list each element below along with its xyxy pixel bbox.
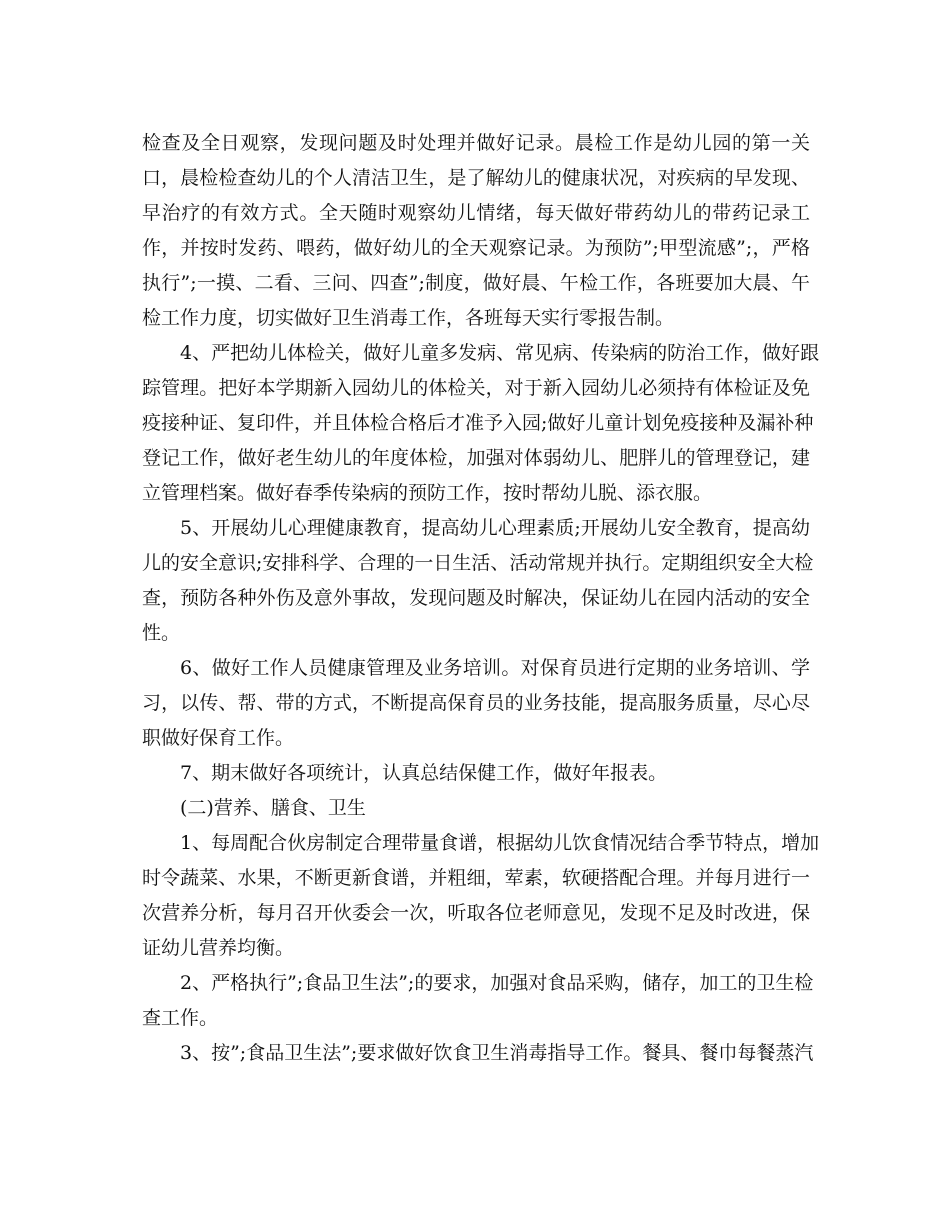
paragraph bbox=[142, 791, 810, 826]
text-line: 执行”;一摸、二看、三问、四查”;制度，做好晨、午检工作，各班要加大晨、午 bbox=[142, 272, 810, 294]
paragraph bbox=[142, 511, 814, 651]
text-line: 检查及全日观察，发现问题及时处理并做好记录。晨检工作是幼儿园的第一关 bbox=[142, 132, 810, 154]
paragraph bbox=[142, 651, 810, 756]
text-line: 4、严把幼儿体检关，做好儿童多发病、常见病、传染病的防治工作，做好跟 bbox=[180, 342, 820, 364]
text-line: 5、开展幼儿心理健康教育，提高幼儿心理素质;开展幼儿安全教育，提高幼 bbox=[180, 517, 810, 539]
text-line: 6、做好工作人员健康管理及业务培训。对保育员进行定期的业务培训、学 bbox=[180, 657, 810, 679]
text-line: 疫接种证、复印件，并且体检合格后才准予入园;做好儿童计划免疫接种及漏补种 bbox=[142, 412, 814, 434]
text-line: 作，并按时发药、喂药，做好幼儿的全天观察记录。为预防”;甲型流感”;，严格 bbox=[142, 237, 810, 259]
text-line: 1、每周配合伙房制定合理带量食谱，根据幼儿饮食情况结合季节特点，增加 bbox=[180, 832, 820, 854]
paragraph bbox=[142, 756, 810, 791]
text-line: 3、按”;食品卫生法”;要求做好饮食卫生消毒指导工作。餐具、餐巾每餐蒸汽 bbox=[180, 1042, 814, 1064]
text-line: 立管理档案。做好春季传染病的预防工作，按时帮幼儿脱、添衣服。 bbox=[142, 482, 713, 504]
text-line: 职做好保育工作。 bbox=[142, 727, 295, 749]
text-line: 登记工作，做好老生幼儿的年度体检，加强对体弱幼儿、肥胖儿的管理登记，建 bbox=[142, 447, 810, 469]
text-line: 次营养分析，每月召开伙委会一次，听取各位老师意见，发现不足及时改进，保 bbox=[142, 902, 810, 924]
text-line: 检工作力度，切实做好卫生消毒工作，各班每天实行零报告制。 bbox=[142, 307, 675, 329]
text-line: 口，晨检检查幼儿的个人清洁卫生，是了解幼儿的健康状况，对疾病的早发现、 bbox=[142, 167, 810, 189]
text-line: 7、期末做好各项统计，认真总结保健工作，做好年报表。 bbox=[180, 762, 668, 784]
paragraph bbox=[142, 826, 820, 966]
text-line: 2、严格执行”;食品卫生法”;的要求，加强对食品采购，储存，加工的卫生检 bbox=[180, 972, 814, 994]
text-line: 儿的安全意识;安排科学、合理的一日生活、活动常规并执行。定期组织安全大检 bbox=[142, 552, 814, 574]
text-line: 早治疗的有效方式。全天随时观察幼儿情绪，每天做好带药幼儿的带药记录工 bbox=[142, 202, 810, 224]
text-line: 查，预防各种外伤及意外事故，发现问题及时解决，保证幼儿在园内活动的安全 bbox=[142, 587, 810, 609]
paragraph bbox=[142, 966, 814, 1036]
text-line: (二)营养、膳食、卫生 bbox=[180, 797, 366, 819]
document-body bbox=[142, 126, 820, 1071]
text-line: 证幼儿营养均衡。 bbox=[142, 937, 295, 959]
text-line: 查工作。 bbox=[142, 1007, 219, 1029]
text-line: 性。 bbox=[142, 622, 181, 644]
text-line: 踪管理。把好本学期新入园幼儿的体检关，对于新入园幼儿必须持有体检证及免 bbox=[142, 377, 810, 399]
paragraph bbox=[142, 1036, 814, 1071]
paragraph bbox=[142, 336, 820, 511]
text-line: 时令蔬菜、水果，不断更新食谱，并粗细，荤素，软硬搭配合理。并每月进行一 bbox=[142, 867, 810, 889]
paragraph bbox=[142, 126, 810, 336]
text-line: 习，以传、帮、带的方式，不断提高保育员的业务技能，提高服务质量，尽心尽 bbox=[142, 692, 810, 714]
